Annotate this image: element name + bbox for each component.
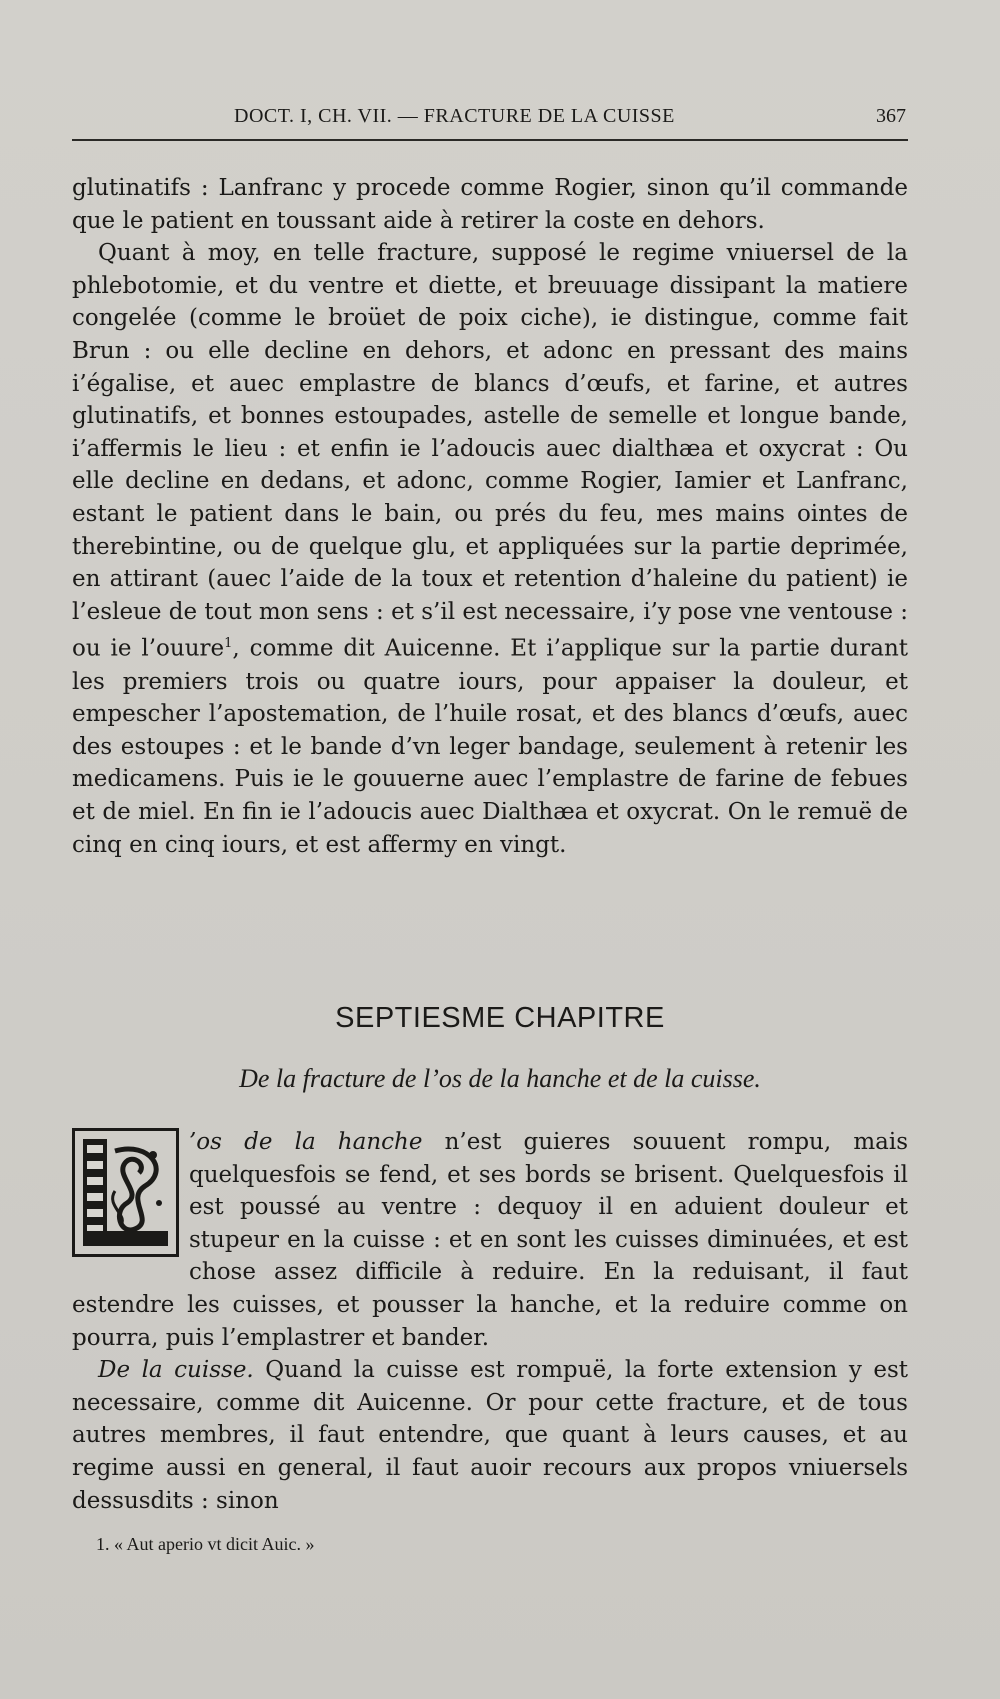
- paragraph-de-la-cuisse: [72, 1354, 908, 1517]
- footnote: 1. « Aut aperio vt dicit Auic. »: [96, 1534, 315, 1554]
- running-header: [72, 103, 908, 141]
- running-title: DOCT. I, CH. VII. — FRACTURE DE LA CUISSE: [234, 105, 675, 127]
- text-block-chapter: [72, 1126, 908, 1517]
- paragraph-text-1: Quant à moy, en telle fracture, supposé le regime vniuersel de la phlebotomie, et du ventre et diette, et breuuage dissipant la matiere congelée (comme le broüet de poix ciche), ie distingue, comme fait Brun : ou elle decline en dehors, et adonc en pressant des mains i’égalise, et auec emplastre de blancs d’œufs, et farine, et autres glutinatifs, et bonnes estoupades, astelle de semelle et longue bande, i’affermis le lieu : et enfin ie l’adoucis auec dialthæa et oxycrat : Ou elle decline en dedans, et adonc, comme Rogier, Iamier et Lanfranc, estant le patient dans le bain, ou prés du feu, mes mains ointes de therebintine, ou de quelque glu, et appliquées sur la partie deprimée, en attirant (auec l’aide de la toux et retention d’haleine du patient) ie l’esleue de tout mon sens : et s’il est necessaire, i’y pose vne ventouse : ou ie l’ouure: [72, 240, 908, 662]
- italic-run: ’os de la hanche: [189, 1129, 423, 1155]
- text-block-top: [72, 172, 908, 861]
- paragraph-hanche: [72, 1126, 908, 1354]
- page-number: 367: [876, 105, 906, 127]
- footnote-reference: 1: [224, 636, 233, 652]
- paragraph-text-2: , comme dit Auicenne. Et i’applique sur la partie durant les premiers trois ou quatre iours, pour appaiser la douleur, et empescher l’apostemation, de l’huile rosat, et des blancs d’œufs, auec des estoupes : et le bande d’vn leger bandage, seulement à retenir les medicamens. Puis ie le gouuerne auec l’emplastre de farine de febues et de miel. En fin ie l’adoucis auec Dialthæa et oxycrat. On le remuë de cinq en cinq iours, et est affermy en vingt.: [72, 635, 909, 858]
- paragraph-quant-a-moy: [72, 237, 908, 861]
- chapter-subtitle: De la fracture de l’os de la hanche et de la cuisse.: [239, 1064, 761, 1093]
- italic-run: De la cuisse.: [98, 1357, 254, 1384]
- paragraph-continued: glutinatifs : Lanfranc y procede comme Rogier, sinon qu’il commande que le patient en toussant aide à retirer la coste en dehors.: [72, 175, 908, 234]
- chapter-title: SEPTIESME CHAPITRE: [335, 1002, 665, 1034]
- paragraph-text: Quand la cuisse est rompuë, la forte extension y est necessaire, comme dit Auicenne. Or pour cette fracture, et de tous autres membres, il faut entendre, que quant à leurs causes, et au regime aussi en general, il faut auoir recours aux propos vniuersels dessusdits : sinon: [72, 1357, 908, 1514]
- paragraph-text: n’est guieres souuent rompu, mais quelquesfois se fend, et ses bords se brisent. Quelquesfois il est poussé au ventre : dequoy il en aduient douleur et stupeur en la cuisse : et en sont les cuisses diminuées, et est chose assez difficile à reduire. En la reduisant, il faut estendre les cuisses, et pousser la hanche, et la reduire comme on pourra, puis l’emplastrer et bander.: [72, 1129, 908, 1351]
- ornamental-initial-l-icon: [72, 1128, 179, 1257]
